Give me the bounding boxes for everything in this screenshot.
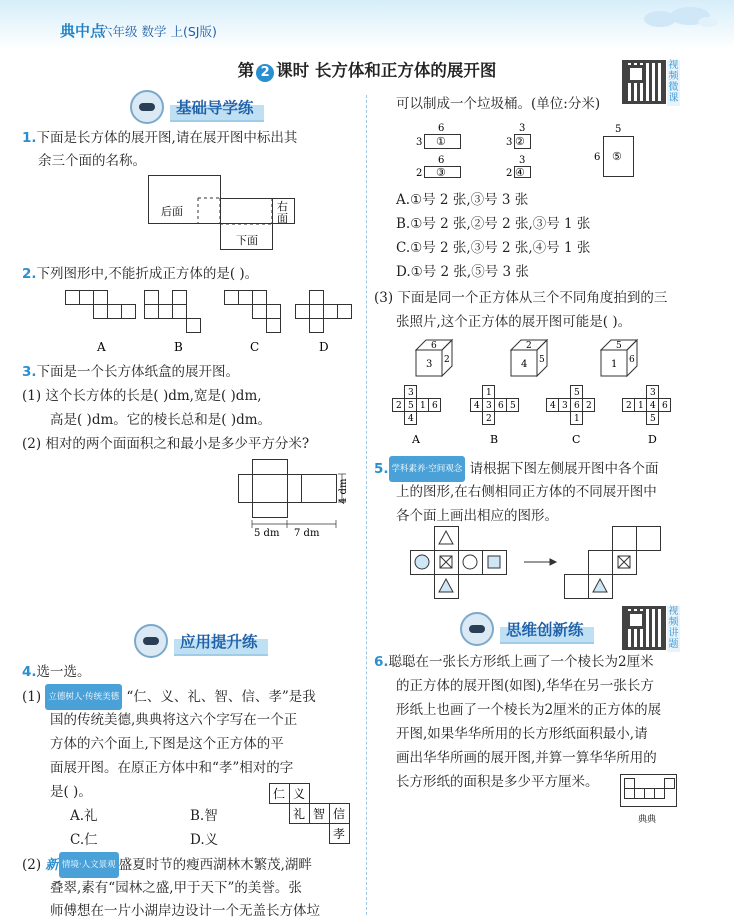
svg-text:C: C <box>572 433 581 446</box>
svg-text:6: 6 <box>431 341 437 351</box>
svg-text:①: ① <box>436 135 446 148</box>
square-icon <box>488 556 500 568</box>
q4-part2-line1: (2) 新 情境·人文景观 盛夏时节的瘦西湖林木繁茂,湖畔 <box>22 852 312 878</box>
q6-line6: 长方形纸的面积是多少平方厘米。 <box>396 774 599 790</box>
q4-part2-line4: 可以制成一个垃圾桶。(单位:分米) <box>396 96 601 112</box>
q6-line1: 6.聪聪在一张长方形纸上画了一个棱长为2厘米 <box>374 654 654 670</box>
section-apply-practice: 应用提升练 <box>134 624 268 658</box>
svg-text:2: 2 <box>416 168 423 179</box>
q6-caption: 典典 <box>638 815 657 825</box>
grade-label: 六年级 数学 上(SJ版) <box>100 24 217 39</box>
q5-net-figures[interactable] <box>410 524 666 600</box>
svg-text:5: 5 <box>408 401 414 411</box>
q5-line3: 各个面上画出相应的图形。 <box>396 508 558 524</box>
svg-text:智: 智 <box>313 807 326 821</box>
q4-option-b[interactable]: B.智 <box>190 808 218 824</box>
q1-cuboid-net[interactable] <box>148 174 298 254</box>
svg-text:D: D <box>648 433 657 446</box>
qr-code-video-lesson[interactable] <box>622 60 666 104</box>
svg-text:孝: 孝 <box>333 827 346 841</box>
empty-circle-icon <box>463 555 477 569</box>
section-think-practice: 思维创新练 <box>460 612 594 646</box>
svg-text:6: 6 <box>594 152 601 163</box>
q4-part3-line1: (3) 下面是同一个正方体从三个不同角度拍到的三 <box>374 290 668 306</box>
triangle-icon <box>439 531 453 544</box>
q2-option-b: B <box>174 340 183 354</box>
svg-text:6: 6 <box>438 155 445 166</box>
svg-text:5: 5 <box>574 388 580 398</box>
tag-literacy: 学科素养·空间观念 <box>389 456 466 482</box>
dim-7dm: 7 dm <box>294 528 320 538</box>
q4-board-pieces <box>410 120 650 182</box>
mascot-icon <box>460 612 494 646</box>
svg-text:A: A <box>412 433 420 446</box>
mascot-icon <box>134 624 168 658</box>
qr-label-video-lesson: 视频微课 <box>668 60 679 104</box>
tag-scenery: 情境·人文景观 <box>59 852 119 878</box>
face-right-label-2: 面 <box>277 212 288 225</box>
q4-part2-line3: 师傅想在一片小湖岸边设计一个无盖长方体垃 <box>50 903 320 917</box>
q4-option-a[interactable]: A.礼 <box>70 808 98 824</box>
face-bottom-label: 下面 <box>236 234 258 247</box>
new-badge: 新 <box>45 857 59 873</box>
svg-text:3: 3 <box>519 123 526 134</box>
tag-tradition: 立德树人·传统美德 <box>45 684 122 710</box>
q4-part2-line2: 叠翠,素有“园林之盛,甲于天下”的美誉。张 <box>50 880 302 896</box>
svg-text:4: 4 <box>408 414 414 424</box>
svg-text:礼: 礼 <box>293 807 306 821</box>
q5-line2: 上的图形,在右侧相同正方体的不同展开图中 <box>396 484 657 500</box>
q4-option-c[interactable]: C.仁 <box>70 832 98 848</box>
crossed-square-icon <box>440 556 452 568</box>
arrow-icon <box>524 559 556 565</box>
q4-cube-nets[interactable] <box>392 384 692 448</box>
q4-part1-line1: (1) 立德树人·传统美德 “仁、义、礼、智、信、孝”是我 <box>22 684 316 710</box>
svg-text:2: 2 <box>444 355 450 365</box>
circle-icon <box>415 555 429 569</box>
q4-part2-option-a[interactable]: A.①号 2 张,③号 3 张 <box>396 192 529 208</box>
svg-text:6: 6 <box>662 401 668 411</box>
section-basic-practice: 基础导学练 <box>130 90 264 124</box>
svg-text:3: 3 <box>416 137 423 148</box>
svg-text:5: 5 <box>510 401 516 411</box>
svg-text:1: 1 <box>638 401 644 411</box>
face-back-label: 后面 <box>161 205 183 218</box>
q4-part2-option-d[interactable]: D.①号 2 张,⑤号 3 张 <box>396 264 529 280</box>
svg-text:4: 4 <box>521 359 528 370</box>
svg-text:3: 3 <box>506 137 513 148</box>
dim-5dm: 5 dm <box>254 528 280 538</box>
svg-text:义: 义 <box>293 787 306 801</box>
page-title: 第 2 课时 长方体和正方体的展开图 <box>237 61 497 80</box>
q6-line4: 开图,如果华华所用的长方形纸面积最小,请 <box>396 726 648 742</box>
dim-4dm: 4 dm <box>338 478 349 504</box>
q6-line3: 形纸上也画了一个棱长为2厘米的正方体的展 <box>396 702 662 718</box>
q4-part1-line5: 是( )。 <box>50 784 92 800</box>
svg-text:6: 6 <box>629 355 635 365</box>
filled-triangle-icon <box>439 579 453 592</box>
qr-code-video-explain[interactable] <box>622 606 666 650</box>
crossed-square-icon <box>618 556 630 568</box>
svg-text:6: 6 <box>574 401 580 411</box>
q4-part1-line3: 方体的六个面上,下图是这个正方体的平 <box>50 736 284 752</box>
q2-text: 2.下列图形中,不能折成正方体的是( )。 <box>22 266 259 282</box>
q2-option-d: D <box>319 340 329 354</box>
header-band <box>0 0 734 50</box>
svg-text:1: 1 <box>611 359 618 370</box>
cloud-decoration-icon <box>640 4 720 30</box>
svg-text:②: ② <box>515 135 525 148</box>
svg-text:2: 2 <box>396 401 402 411</box>
q3-part2: (2) 相对的两个面面积之和最小是多少平方分米? <box>22 436 310 452</box>
svg-text:5: 5 <box>650 414 656 424</box>
svg-text:5: 5 <box>615 124 622 135</box>
svg-text:3: 3 <box>650 388 656 398</box>
q3-text: 3.下面是一个长方体纸盒的展开图。 <box>22 364 240 380</box>
q1-line1: 1.下面是长方体的展开图,请在展开图中标出其 <box>22 130 298 146</box>
svg-text:5: 5 <box>539 355 545 365</box>
svg-text:4: 4 <box>650 401 656 411</box>
q2-option-c: C <box>250 340 260 354</box>
svg-text:6: 6 <box>498 401 504 411</box>
q4-text: 4.选一选。 <box>22 664 91 680</box>
svg-text:2: 2 <box>626 401 632 411</box>
svg-text:3: 3 <box>408 388 414 398</box>
brand-logo: 典中点 <box>60 22 106 40</box>
svg-text:3: 3 <box>562 401 568 411</box>
svg-text:B: B <box>490 433 499 446</box>
q4-part3-line2: 张照片,这个正方体的展开图可能是( )。 <box>396 314 632 330</box>
svg-text:1: 1 <box>486 388 492 398</box>
q4-part1-line4: 面展开图。在原正方体中和“孝”相对的字 <box>50 760 294 776</box>
q4-char-net[interactable] <box>268 782 354 844</box>
q4-cube-views <box>414 338 654 380</box>
q6-net-figure[interactable] <box>620 774 680 826</box>
svg-text:信: 信 <box>333 807 346 821</box>
q6-line5: 画出华华所画的展开图,并算一算华华所用的 <box>396 750 657 766</box>
q4-part1-line2: 国的传统美德,典典将这六个字写在一个正 <box>50 712 298 728</box>
svg-text:1: 1 <box>420 401 426 411</box>
svg-text:4: 4 <box>550 401 556 411</box>
q5-line1: 5. 学科素养·空间观念 请根据下图左侧展开图中各个面 <box>374 456 659 482</box>
svg-text:③: ③ <box>436 166 446 179</box>
svg-text:⑤: ⑤ <box>612 150 622 163</box>
q1-line2: 余三个面的名称。 <box>38 153 146 169</box>
svg-text:3: 3 <box>519 155 526 166</box>
svg-text:4: 4 <box>474 401 480 411</box>
q4-option-d[interactable]: D.义 <box>190 832 219 848</box>
svg-text:3: 3 <box>426 359 433 370</box>
svg-text:3: 3 <box>486 401 492 411</box>
q6-line2: 的正方体的展开图(如图),华华在另一张长方 <box>396 678 654 694</box>
q3-part1-line1: (1) 这个长方体的长是( )dm,宽是( )dm, <box>22 388 262 404</box>
qr-label-video-explain: 视频讲题 <box>668 606 679 650</box>
svg-text:2: 2 <box>526 341 532 351</box>
column-divider <box>366 95 367 915</box>
svg-text:④: ④ <box>515 166 525 179</box>
face-right-label-1: 右 <box>277 200 288 213</box>
q3-part1-line2: 高是( )dm。它的棱长总和是( )dm。 <box>50 412 272 428</box>
svg-text:2: 2 <box>486 414 492 424</box>
mascot-icon <box>130 90 164 124</box>
lesson-number-badge: 2 <box>256 64 274 82</box>
svg-text:6: 6 <box>438 123 445 134</box>
svg-text:5: 5 <box>616 341 622 351</box>
svg-text:2: 2 <box>586 401 592 411</box>
svg-text:6: 6 <box>432 401 438 411</box>
filled-triangle-icon <box>593 579 607 592</box>
q2-option-a: A <box>97 340 106 354</box>
q2-nets[interactable] <box>64 289 354 359</box>
q4-part2-option-c[interactable]: C.①号 2 张,③号 2 张,④号 1 张 <box>396 240 591 256</box>
svg-text:1: 1 <box>574 414 580 424</box>
q3-box-net[interactable] <box>234 458 354 538</box>
svg-text:仁: 仁 <box>273 787 286 801</box>
q4-part2-option-b[interactable]: B.①号 2 张,②号 2 张,③号 1 张 <box>396 216 591 232</box>
svg-text:2: 2 <box>506 168 513 179</box>
